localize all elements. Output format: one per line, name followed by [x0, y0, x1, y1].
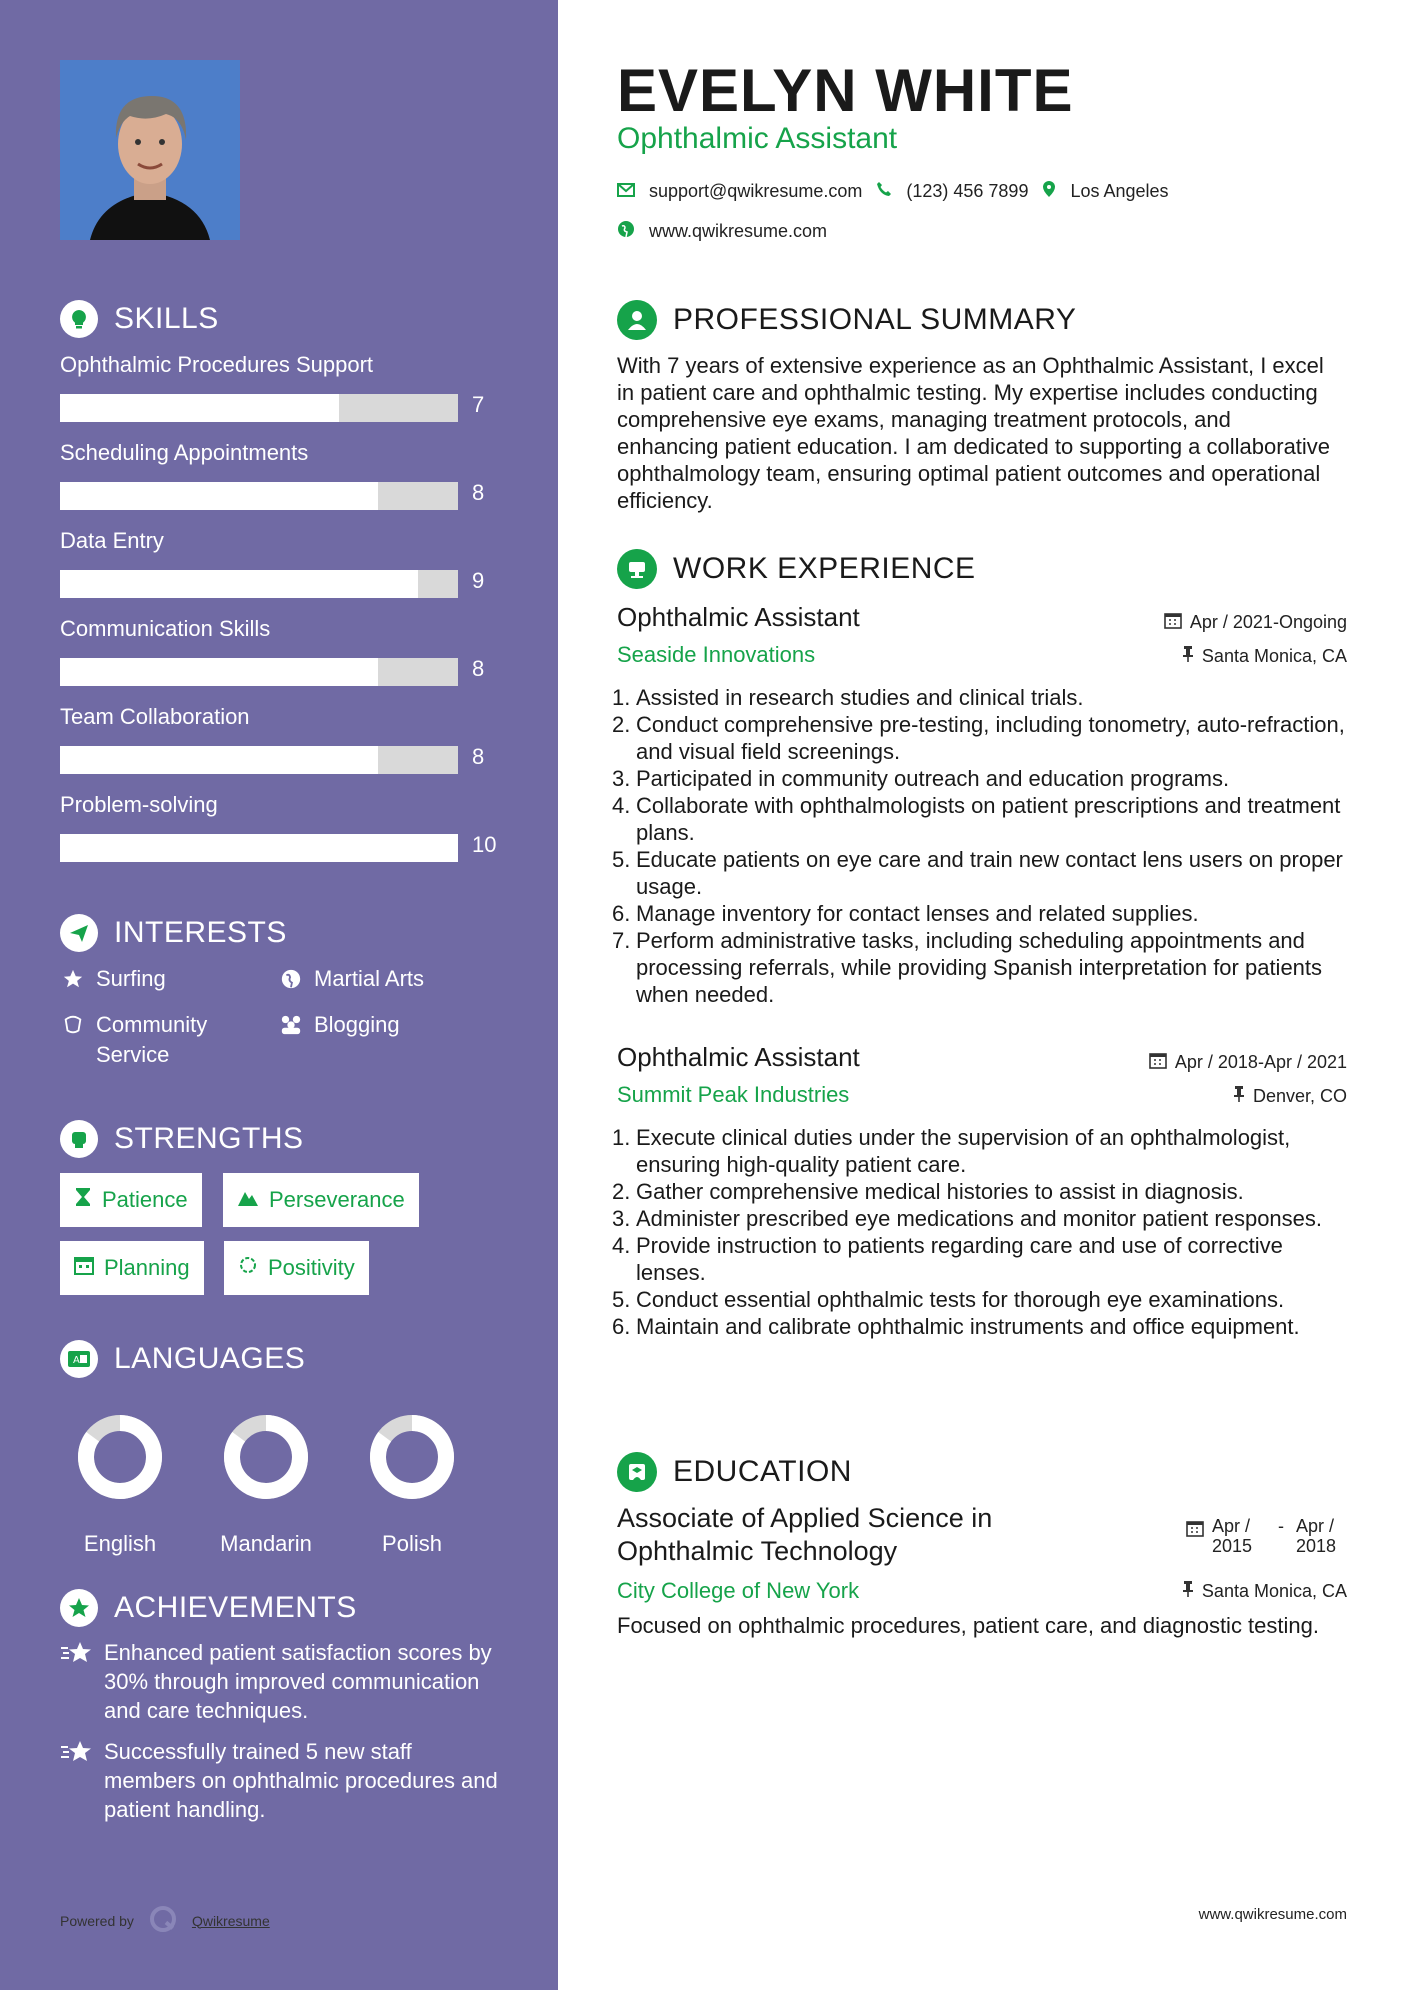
- education-start: Apr / 2015: [1212, 1516, 1253, 1556]
- skill-score: 8: [472, 656, 485, 681]
- skill-bar-fill: [60, 658, 378, 686]
- duty-text: Participated in community outreach and education programs.: [636, 766, 1230, 791]
- job-location: [1182, 645, 1347, 668]
- language-item: [357, 1402, 467, 1557]
- language-icon: [60, 1340, 98, 1378]
- education-description: Focused on ophthalmic procedures, patient care, and diagnostic testing.: [617, 1613, 1319, 1638]
- job-dates-text: Apr / 2021-Ongoing: [1189, 612, 1347, 632]
- candidate-name: EVELYN WHITE: [617, 57, 1074, 124]
- candidate-title: Ophthalmic Assistant: [617, 122, 898, 155]
- strength-label: Planning: [104, 1255, 190, 1280]
- education-end: Apr / 2018: [1296, 1516, 1337, 1556]
- duty-text: Educate patients on eye care and train new contact lens users on proper usage.: [636, 847, 1343, 899]
- skills-heading: [60, 300, 219, 338]
- degree-title: Associate of Applied Science in Ophthalmic Technology: [617, 1503, 993, 1566]
- powered-by: [60, 1904, 270, 1937]
- interest-item: [60, 1010, 250, 1070]
- duty-item: 3. Administer prescribed eye medications and monitor patient responses.: [612, 1206, 1323, 1231]
- duty-item: 6. Manage inventory for contact lenses and related supplies.: [612, 901, 1199, 926]
- interest-label: Blogging: [314, 1012, 400, 1037]
- skill-item: [60, 704, 520, 769]
- email-link[interactable]: support@qwikresume.com: [649, 181, 863, 201]
- duty-item: 3. Participated in community outreach and education programs.: [612, 766, 1230, 791]
- job-dates-text: Apr / 2018-Apr / 2021: [1174, 1052, 1347, 1072]
- interest-label: Martial Arts: [314, 966, 425, 991]
- education-dates: Apr / 2015 - Apr / 2018: [1186, 1516, 1352, 1556]
- globe-icon: [617, 220, 635, 243]
- envelope-icon: [617, 181, 635, 202]
- duty-text: Execute clinical duties under the supervision of an ophthalmologist, ensuring high-quality patient care.: [636, 1125, 1291, 1177]
- website-row: [617, 220, 827, 243]
- pin-icon: [1233, 1085, 1245, 1108]
- achievements-heading: [60, 1589, 357, 1627]
- skill-item: [60, 616, 520, 681]
- lightbulb-icon: [60, 300, 98, 338]
- calendar-icon: [1164, 611, 1182, 634]
- education-heading: [617, 1452, 852, 1492]
- sidebar: [0, 0, 558, 1990]
- duty-item: 6. Maintain and calibrate ophthalmic instruments and office equipment.: [612, 1314, 1300, 1339]
- star-icon: [60, 964, 86, 994]
- duty-text: Gather comprehensive medical histories to assist in diagnosis.: [636, 1179, 1244, 1204]
- experience-title: WORK EXPERIENCE: [673, 552, 976, 585]
- skill-bar: [60, 658, 458, 686]
- skill-label: Scheduling Appointments: [60, 440, 309, 465]
- language-label: Polish: [382, 1531, 442, 1556]
- language-donut: [65, 1402, 175, 1512]
- job-company: Seaside Innovations: [617, 642, 816, 667]
- fist-icon: [60, 1120, 98, 1158]
- skill-score: 8: [472, 744, 485, 769]
- job-dates: [1149, 1051, 1347, 1074]
- skill-item: [60, 352, 520, 417]
- skill-bar: [60, 482, 458, 510]
- job-duties: [612, 1124, 1352, 1340]
- duty-text: Assisted in research studies and clinical trials.: [636, 685, 1084, 710]
- duty-item: 7. Perform administrative tasks, including scheduling appointments and processing referrals, while providing Spanish interpretation for patients when needed.: [612, 927, 1352, 1008]
- footer-website[interactable]: www.qwikresume.com: [1198, 1906, 1347, 1923]
- skill-score: 10: [472, 832, 497, 857]
- briefcase-icon: [617, 549, 657, 589]
- language-donut: [211, 1402, 321, 1512]
- job-location: [1233, 1085, 1347, 1108]
- duty-text: Perform administrative tasks, including scheduling appointments and processing referrals, while providing Spanish interpretation for patients when needed.: [636, 928, 1323, 1007]
- achievements-title: ACHIEVEMENTS: [114, 1591, 357, 1624]
- language-item: [211, 1402, 321, 1557]
- duty-item: 2. Conduct comprehensive pre-testing, including tonometry, auto-refraction, and visual field screenings.: [612, 711, 1352, 765]
- sun-icon: [238, 1255, 258, 1281]
- achievement-item: [60, 1638, 500, 1725]
- duty-item: 2. Gather comprehensive medical histories to assist in diagnosis.: [612, 1179, 1244, 1204]
- skill-item: [60, 792, 520, 857]
- summary-text: With 7 years of extensive experience as an Ophthalmic Assistant, I excel in patient care and ophthalmic testing. My expertise includes conducting comprehensive eye exams, managing treatment protocols, and enhancing patient education. I am dedicated to supporting a collaborative ophthalmology team, ensuring optimal patient outcomes and operational efficiency.: [617, 353, 1331, 513]
- languages-heading: [60, 1340, 305, 1378]
- hourglass-icon: [74, 1187, 92, 1213]
- strengths-title: STRENGTHS: [114, 1122, 304, 1155]
- svg-text:A: A: [73, 1355, 80, 1366]
- summary-title: PROFESSIONAL SUMMARY: [673, 303, 1077, 336]
- job-title: Ophthalmic Assistant: [617, 1042, 860, 1072]
- skill-bar-fill: [60, 834, 458, 862]
- skill-bar: [60, 746, 458, 774]
- brand-link[interactable]: Qwikresume: [191, 1912, 270, 1929]
- achievement-text: Successfully trained 5 new staff members on ophthalmic procedures and patient handling.: [104, 1739, 498, 1822]
- duty-text: Manage inventory for contact lenses and related supplies.: [636, 901, 1199, 926]
- calendar-icon: [1186, 1516, 1204, 1542]
- strength-tag: [224, 1241, 369, 1295]
- skill-label: Ophthalmic Procedures Support: [60, 352, 374, 377]
- skill-item: [60, 528, 520, 593]
- strength-label: Perseverance: [269, 1187, 405, 1212]
- award-star-icon: [60, 1589, 98, 1627]
- strengths-heading: [60, 1120, 304, 1158]
- map-pin-icon: [1042, 180, 1056, 203]
- mountain-icon: [237, 1187, 259, 1213]
- duty-item: 1. Assisted in research studies and clinical trials.: [612, 685, 1084, 710]
- interest-label: Surfing: [96, 966, 166, 991]
- skill-label: Data Entry: [60, 528, 164, 553]
- education-title: EDUCATION: [673, 1455, 852, 1488]
- website-link[interactable]: www.qwikresume.com: [649, 221, 828, 241]
- strength-tag: [223, 1173, 419, 1227]
- shooting-star-icon: [60, 1638, 94, 1725]
- phone-icon: [876, 181, 892, 202]
- phone-text: (123) 456 7899: [906, 181, 1029, 201]
- interests-title: INTERESTS: [114, 916, 287, 949]
- contact-row: [617, 180, 1169, 203]
- duty-item: 5. Conduct essential ophthalmic tests for thorough eye examinations.: [612, 1287, 1285, 1312]
- skill-bar-fill: [60, 482, 378, 510]
- strength-label: Positivity: [268, 1255, 355, 1280]
- interest-label: Community Service: [96, 1012, 208, 1067]
- skill-bar-fill: [60, 394, 339, 422]
- globe-icon: [278, 964, 304, 994]
- skill-bar: [60, 834, 458, 862]
- duty-item: 5. Educate patients on eye care and train new contact lens users on proper usage.: [612, 846, 1352, 900]
- job-duties: [612, 684, 1352, 1008]
- duty-text: Conduct essential ophthalmic tests for thorough eye examinations.: [636, 1287, 1285, 1312]
- user-icon: [617, 300, 657, 340]
- job-location-text: Denver, CO: [1252, 1086, 1347, 1106]
- paper-plane-icon: [60, 914, 98, 952]
- strength-tag: [60, 1173, 202, 1227]
- summary-heading: [617, 300, 1076, 340]
- skill-bar: [60, 570, 458, 598]
- duty-text: Conduct comprehensive pre-testing, including tonometry, auto-refraction, and visual field screenings.: [636, 712, 1345, 764]
- calendar-icon: [1149, 1051, 1167, 1074]
- powered-by-label: Powered by: [60, 1912, 134, 1929]
- skill-bar-fill: [60, 746, 378, 774]
- interests-heading: [60, 914, 287, 952]
- pin-icon: [1182, 645, 1194, 668]
- languages-title: LANGUAGES: [114, 1342, 306, 1375]
- skills-title: SKILLS: [114, 302, 219, 335]
- language-label: English: [83, 1531, 157, 1556]
- education-location: [1182, 1580, 1347, 1603]
- skill-bar: [60, 394, 458, 422]
- interest-item: [278, 1010, 400, 1040]
- badge-icon: [60, 1010, 86, 1070]
- duty-text: Administer prescribed eye medications and monitor patient responses.: [636, 1206, 1323, 1231]
- interest-item: [60, 964, 166, 994]
- profile-photo: [60, 60, 240, 240]
- skill-label: Team Collaboration: [60, 704, 250, 729]
- skill-score: 7: [472, 392, 485, 417]
- strength-tag: [60, 1241, 204, 1295]
- language-item: [65, 1402, 175, 1557]
- duty-text: Collaborate with ophthalmologists on patient prescriptions and treatment plans.: [636, 793, 1341, 845]
- skill-score: 9: [472, 568, 485, 593]
- location-text: Los Angeles: [1070, 181, 1169, 201]
- duty-item: 1. Execute clinical duties under the supervision of an ophthalmologist, ensuring high-quality patient care.: [612, 1124, 1352, 1178]
- job-title: Ophthalmic Assistant: [617, 602, 860, 632]
- duty-text: Provide instruction to patients regarding care and use of corrective lenses.: [636, 1233, 1283, 1285]
- duty-item: 4. Collaborate with ophthalmologists on patient prescriptions and treatment plans.: [612, 792, 1352, 846]
- graduate-icon: [617, 1452, 657, 1492]
- language-donut: [357, 1402, 467, 1512]
- job-location-text: Santa Monica, CA: [1201, 646, 1347, 666]
- calendar-icon: [74, 1255, 94, 1281]
- job-company: Summit Peak Industries: [617, 1082, 850, 1107]
- language-label: Mandarin: [220, 1531, 312, 1556]
- skill-bar-fill: [60, 570, 418, 598]
- strength-label: Patience: [102, 1187, 188, 1212]
- people-icon: [278, 1010, 304, 1040]
- skill-item: [60, 440, 520, 505]
- qwikresume-logo-icon: [148, 1904, 178, 1937]
- school-name: City College of New York: [617, 1578, 860, 1603]
- experience-heading: [617, 549, 976, 589]
- interest-item: [278, 964, 424, 994]
- skill-label: Problem-solving: [60, 792, 218, 817]
- duty-text: Maintain and calibrate ophthalmic instruments and office equipment.: [636, 1314, 1300, 1339]
- skill-score: 8: [472, 480, 485, 505]
- duty-item: 4. Provide instruction to patients regarding care and use of corrective lenses.: [612, 1232, 1352, 1286]
- achievement-text: Enhanced patient satisfaction scores by 30% through improved communication and care techniques.: [104, 1640, 492, 1723]
- education-location-text: Santa Monica, CA: [1201, 1581, 1347, 1601]
- achievement-item: [60, 1737, 500, 1824]
- shooting-star-icon: [60, 1737, 94, 1824]
- pin-icon: [1182, 1580, 1194, 1603]
- job-dates: [1164, 611, 1347, 634]
- skill-label: Communication Skills: [60, 616, 271, 641]
